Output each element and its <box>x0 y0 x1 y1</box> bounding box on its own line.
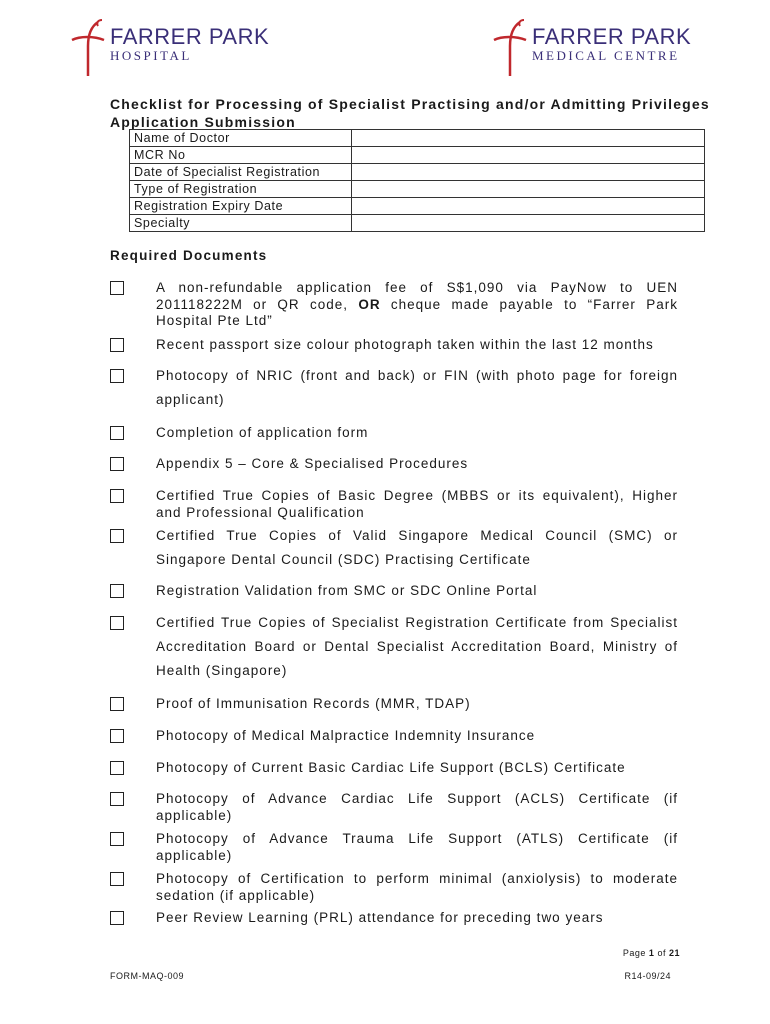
checklist-item-text: Certified True Copies of Valid Singapore Medical Council (SMC) or Singapore Dental Council (SDC) Practising Certificate <box>156 528 678 567</box>
checkbox[interactable] <box>110 872 124 886</box>
checklist-item-text: Certified True Copies of Specialist Registration Certificate from Specialist Accreditation Board or Dental Specialist Accreditation Board, Ministry of Health (Singapore) <box>156 615 678 678</box>
info-label: MCR No <box>130 147 352 164</box>
info-value-field[interactable] <box>352 147 705 164</box>
checkbox[interactable] <box>110 697 124 711</box>
checklist-item-text: Photocopy of NRIC (front and back) or FIN (with photo page for foreign applicant) <box>156 368 678 407</box>
info-label: Type of Registration <box>130 181 352 198</box>
cross-emblem-icon <box>490 18 530 78</box>
info-row <box>130 198 705 215</box>
required-documents-heading: Required Documents <box>110 248 268 263</box>
info-value-field[interactable] <box>352 181 705 198</box>
page-number: Page 1 of 21 <box>622 948 680 958</box>
checkbox[interactable] <box>110 529 124 543</box>
doctor-info-table <box>129 129 705 232</box>
cross-emblem-icon <box>68 18 108 78</box>
info-row <box>130 181 705 198</box>
checklist-item-text: Photocopy of Medical Malpractice Indemnity Insurance <box>156 728 536 743</box>
checklist-item-text: Photocopy of Advance Trauma Life Support (ATLS) Certificate (if applicable) <box>156 831 678 863</box>
info-row <box>130 215 705 232</box>
checklist-item-text: Peer Review Learning (PRL) attendance for preceding two years <box>156 910 604 925</box>
checkbox[interactable] <box>110 832 124 846</box>
checklist-item-text: Photocopy of Advance Cardiac Life Support (ACLS) Certificate (if applicable) <box>156 791 678 823</box>
checklist-item-text: Completion of application form <box>156 425 369 440</box>
page-title: Checklist for Processing of Specialist Practising and/or Admitting Privileges Application Submission <box>110 96 710 130</box>
checkbox[interactable] <box>110 729 124 743</box>
checkbox[interactable] <box>110 792 124 806</box>
checkbox[interactable] <box>110 761 124 775</box>
logo-subtitle: HOSPITAL <box>110 48 192 63</box>
checkbox[interactable] <box>110 338 124 352</box>
checkbox[interactable] <box>110 489 124 503</box>
checklist-item-text: Photocopy of Current Basic Cardiac Life Support (BCLS) Certificate <box>156 760 626 775</box>
info-label: Specialty <box>130 215 352 232</box>
checklist-item-text: Appendix 5 – Core & Specialised Procedures <box>156 456 469 471</box>
info-label: Registration Expiry Date <box>130 198 352 215</box>
info-row <box>130 147 705 164</box>
info-value-field[interactable] <box>352 164 705 181</box>
checklist-item-text: Photocopy of Certification to perform minimal (anxiolysis) to moderate sedation (if applicable) <box>156 871 678 903</box>
info-value-field[interactable] <box>352 198 705 215</box>
logo-subtitle: MEDICAL CENTRE <box>532 48 680 63</box>
revision-code: R14-09/24 <box>624 971 671 981</box>
info-row <box>130 164 705 181</box>
checkbox[interactable] <box>110 457 124 471</box>
checkbox[interactable] <box>110 369 124 383</box>
checklist-item-text: Proof of Immunisation Records (MMR, TDAP) <box>156 696 471 711</box>
farrer-park-medical-centre-logo <box>490 18 691 78</box>
checkbox[interactable] <box>110 911 124 925</box>
info-value-field[interactable] <box>352 215 705 232</box>
checklist-item-text: Certified True Copies of Basic Degree (MBBS or its equivalent), Higher and Professional Qualification <box>156 488 678 520</box>
farrer-park-hospital-logo <box>68 18 269 78</box>
checklist-item-text: Registration Validation from SMC or SDC Online Portal <box>156 583 538 598</box>
checkbox[interactable] <box>110 426 124 440</box>
info-label: Name of Doctor <box>130 130 352 147</box>
checklist-item-text: A non-refundable application fee of S$1,090 via PayNow to UEN 201118222M or QR code, OR cheque made payable to “Farrer Park Hospital Pte Ltd” <box>156 280 678 328</box>
logo-name: FARRER PARK <box>532 24 692 49</box>
info-row <box>130 130 705 147</box>
checklist-item-text: Recent passport size colour photograph taken within the last 12 months <box>156 337 654 352</box>
checkbox[interactable] <box>110 616 124 630</box>
checkbox[interactable] <box>110 584 124 598</box>
form-code: FORM-MAQ-009 <box>110 971 185 981</box>
logo-name: FARRER PARK <box>110 24 270 49</box>
info-value-field[interactable] <box>352 130 705 147</box>
info-label: Date of Specialist Registration <box>130 164 352 181</box>
checkbox[interactable] <box>110 281 124 295</box>
